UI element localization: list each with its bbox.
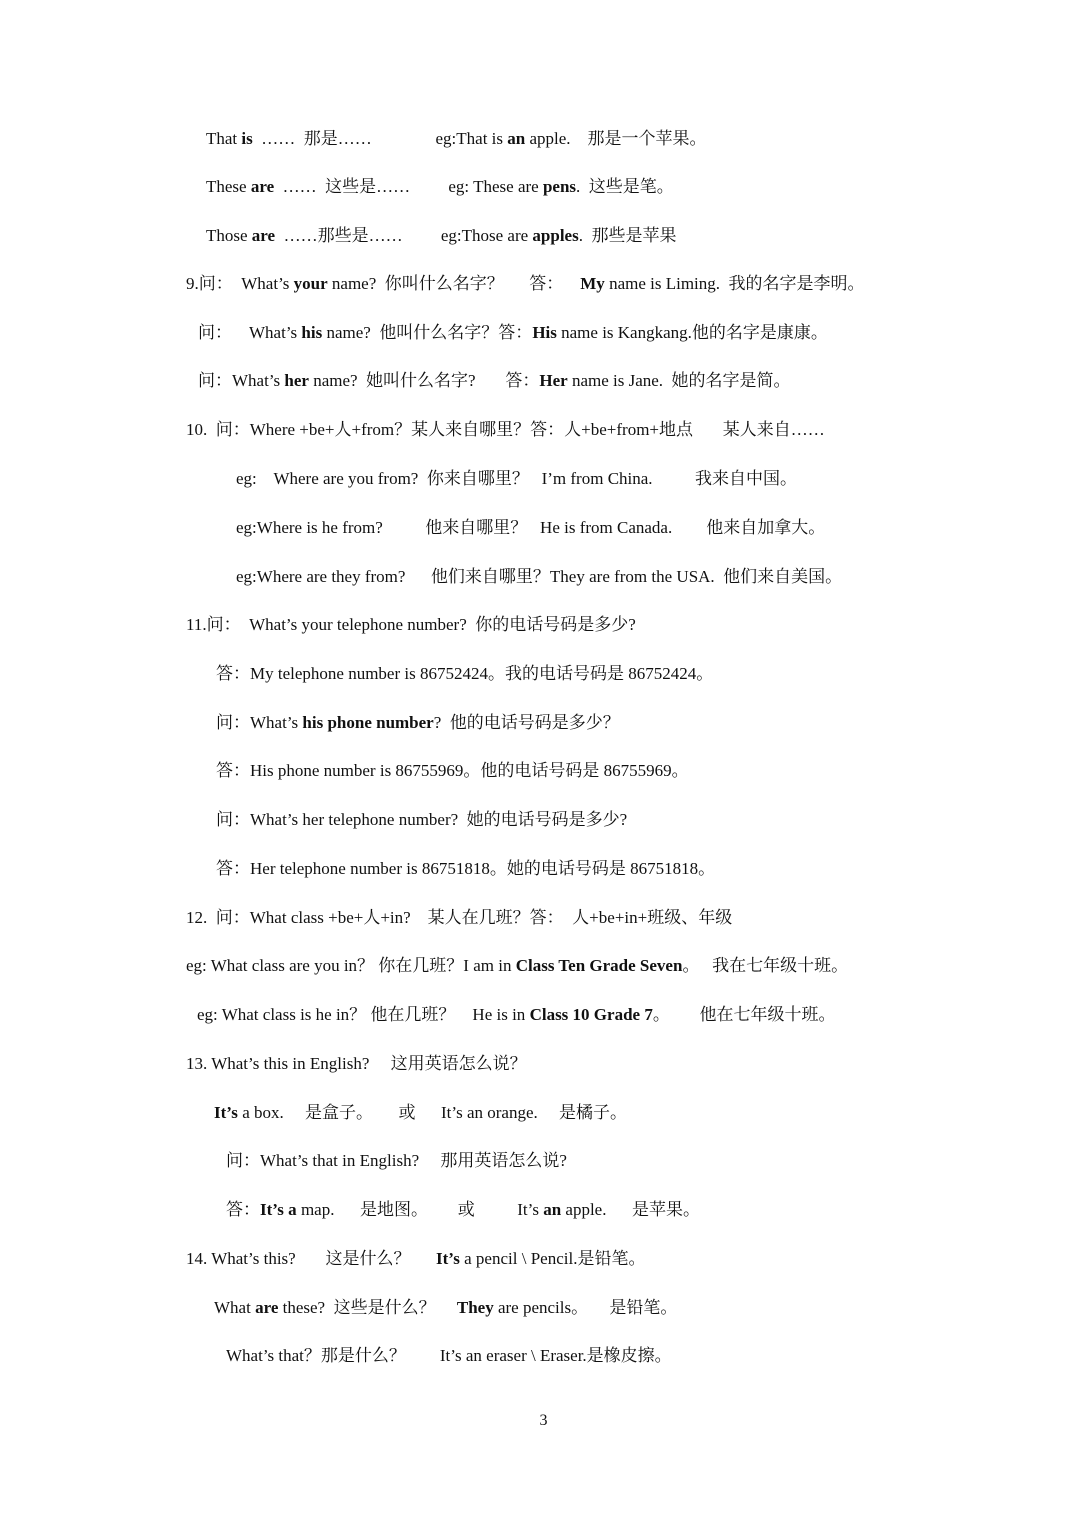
text-segment: 。 我在七年级十班。	[682, 956, 849, 975]
text-line	[236, 468, 797, 490]
text-line	[186, 273, 865, 295]
text-line	[186, 1248, 645, 1270]
text-line	[214, 1297, 677, 1319]
bold-text: an	[507, 129, 526, 148]
text-segment: eg:Where are they from? 他们来自哪里？They are from the USA. 他们来自美国。	[236, 567, 843, 586]
text-segment: 答：Her telephone number is 86751818。她的电话号码是 86751818。	[216, 859, 716, 878]
text-segment: 答：My telephone number is 86752424。我的电话号码是 86752424。	[216, 664, 714, 683]
text-segment: Those	[206, 226, 252, 245]
text-segment: ? 他的电话号码是多少？	[433, 713, 620, 732]
bold-text: his	[301, 323, 323, 342]
text-segment: 问：What’s her telephone number? 她的电话号码是多少?	[216, 810, 628, 829]
text-segment: . 那些是苹果	[578, 226, 677, 245]
text-segment: name is Liming. 我的名字是李明。	[604, 274, 865, 293]
bold-text: It’s	[435, 1249, 460, 1268]
text-segment: 问： What’s	[198, 323, 302, 342]
text-line	[206, 176, 674, 198]
bold-text: are	[250, 177, 275, 196]
text-segment: That	[206, 129, 242, 148]
text-line	[186, 907, 732, 929]
text-line	[197, 1004, 836, 1026]
bold-text: an	[543, 1200, 562, 1219]
text-segment: eg: What class are you in？ 你在几班？I am in	[186, 956, 516, 975]
text-segment: 。 他在七年级十班。	[652, 1005, 836, 1024]
bold-text: is	[241, 129, 253, 148]
text-segment: 9.问： What’s	[186, 274, 294, 293]
text-segment: these? 这些是什么？	[278, 1298, 457, 1317]
text-line	[186, 614, 636, 636]
text-segment: ……那些是…… eg:Those are	[275, 226, 533, 245]
text-segment: name? 你叫什么名字？ 答：	[327, 274, 581, 293]
text-line	[216, 712, 620, 734]
text-line	[236, 517, 825, 539]
text-segment: eg: What class is he in？ 他在几班？ He is in	[197, 1005, 530, 1024]
text-segment: 14. What’s this? 这是什么？	[186, 1249, 436, 1268]
text-segment: …… 这些是…… eg: These are	[274, 177, 543, 196]
text-line	[226, 1345, 672, 1367]
text-segment: 问：What’s that in English? 那用英语怎么说?	[226, 1151, 567, 1170]
text-segment: name? 她叫什么名字? 答：	[308, 371, 540, 390]
text-line	[186, 955, 848, 977]
text-line	[214, 1102, 627, 1124]
bold-text: It’s a	[260, 1200, 297, 1219]
page-number: 3	[539, 1412, 548, 1429]
bold-text: are	[255, 1298, 279, 1317]
text-segment: apple. 是苹果。	[561, 1200, 700, 1219]
text-line	[216, 858, 715, 880]
bold-text: your	[293, 274, 328, 293]
text-segment: name is Kangkang.他的名字是康康。	[556, 323, 828, 342]
text-segment: are pencils。 是铅笔。	[493, 1298, 678, 1317]
text-segment: map. 是地图。 或 It’s	[296, 1200, 544, 1219]
text-line	[236, 566, 842, 588]
bold-text: pens	[542, 177, 577, 196]
text-segment: eg: Where are you from? 你来自哪里？ I’m from China. 我来自中国。	[236, 469, 798, 488]
text-line	[198, 370, 791, 392]
bold-text: his phone number	[302, 713, 434, 732]
text-segment: 10. 问：Where +be+人+from？某人来自哪里？答：人+be+from+地点 某人来自……	[186, 420, 825, 439]
text-segment: eg:Where is he from? 他来自哪里？ He is from Canada. 他来自加拿大。	[236, 518, 826, 537]
text-segment: What’s that？那是什么？ It’s an eraser \ Eraser.是橡皮擦。	[226, 1346, 672, 1365]
text-line	[216, 663, 713, 685]
text-segment: . 这些是笔。	[576, 177, 674, 196]
text-segment: …… 那是…… eg:That is	[252, 129, 508, 148]
text-segment: These	[206, 177, 251, 196]
bold-text: It’s	[214, 1103, 238, 1122]
bold-text: Class 10 Grade 7	[529, 1005, 653, 1024]
text-segment: a pencil \ Pencil.是铅笔。	[459, 1249, 646, 1268]
text-segment: 问：What’s	[216, 713, 303, 732]
text-segment: 12. 问：What class +be+人+in? 某人在几班？答： 人+be+in+班级、年级	[186, 908, 733, 927]
text-segment: apple. 那是一个苹果。	[525, 129, 707, 148]
text-line	[216, 760, 689, 782]
text-segment: 答：	[226, 1200, 260, 1219]
text-segment: 13. What’s this in English? 这用英语怎么说？	[186, 1054, 527, 1073]
text-line	[186, 1053, 527, 1075]
text-line	[198, 322, 828, 344]
bold-text: Class Ten Grade Seven	[515, 956, 683, 975]
text-segment: 11.问： What’s your telephone number? 你的电话号码是多少?	[186, 615, 636, 634]
bold-text: My	[580, 274, 605, 293]
text-line	[206, 128, 707, 150]
text-segment: 答：His phone number is 86755969。他的电话号码是 86755969。	[216, 761, 689, 780]
text-line	[186, 419, 825, 441]
text-segment: 问：What’s	[198, 371, 285, 390]
text-segment: name is Jane. 她的名字是简。	[567, 371, 791, 390]
bold-text: They	[456, 1298, 494, 1317]
bold-text: are	[251, 226, 276, 245]
text-segment: a box. 是盒子。 或 It’s an orange. 是橘子。	[237, 1103, 628, 1122]
text-line	[206, 225, 676, 247]
bold-text: His	[532, 323, 557, 342]
bold-text: apples	[532, 226, 579, 245]
text-line	[226, 1150, 567, 1172]
bold-text: Her	[539, 371, 568, 390]
text-segment: name? 他叫什么名字？答：	[322, 323, 533, 342]
text-line	[216, 809, 627, 831]
text-segment: What	[214, 1298, 256, 1317]
bold-text: her	[284, 371, 309, 390]
text-line	[226, 1199, 700, 1221]
